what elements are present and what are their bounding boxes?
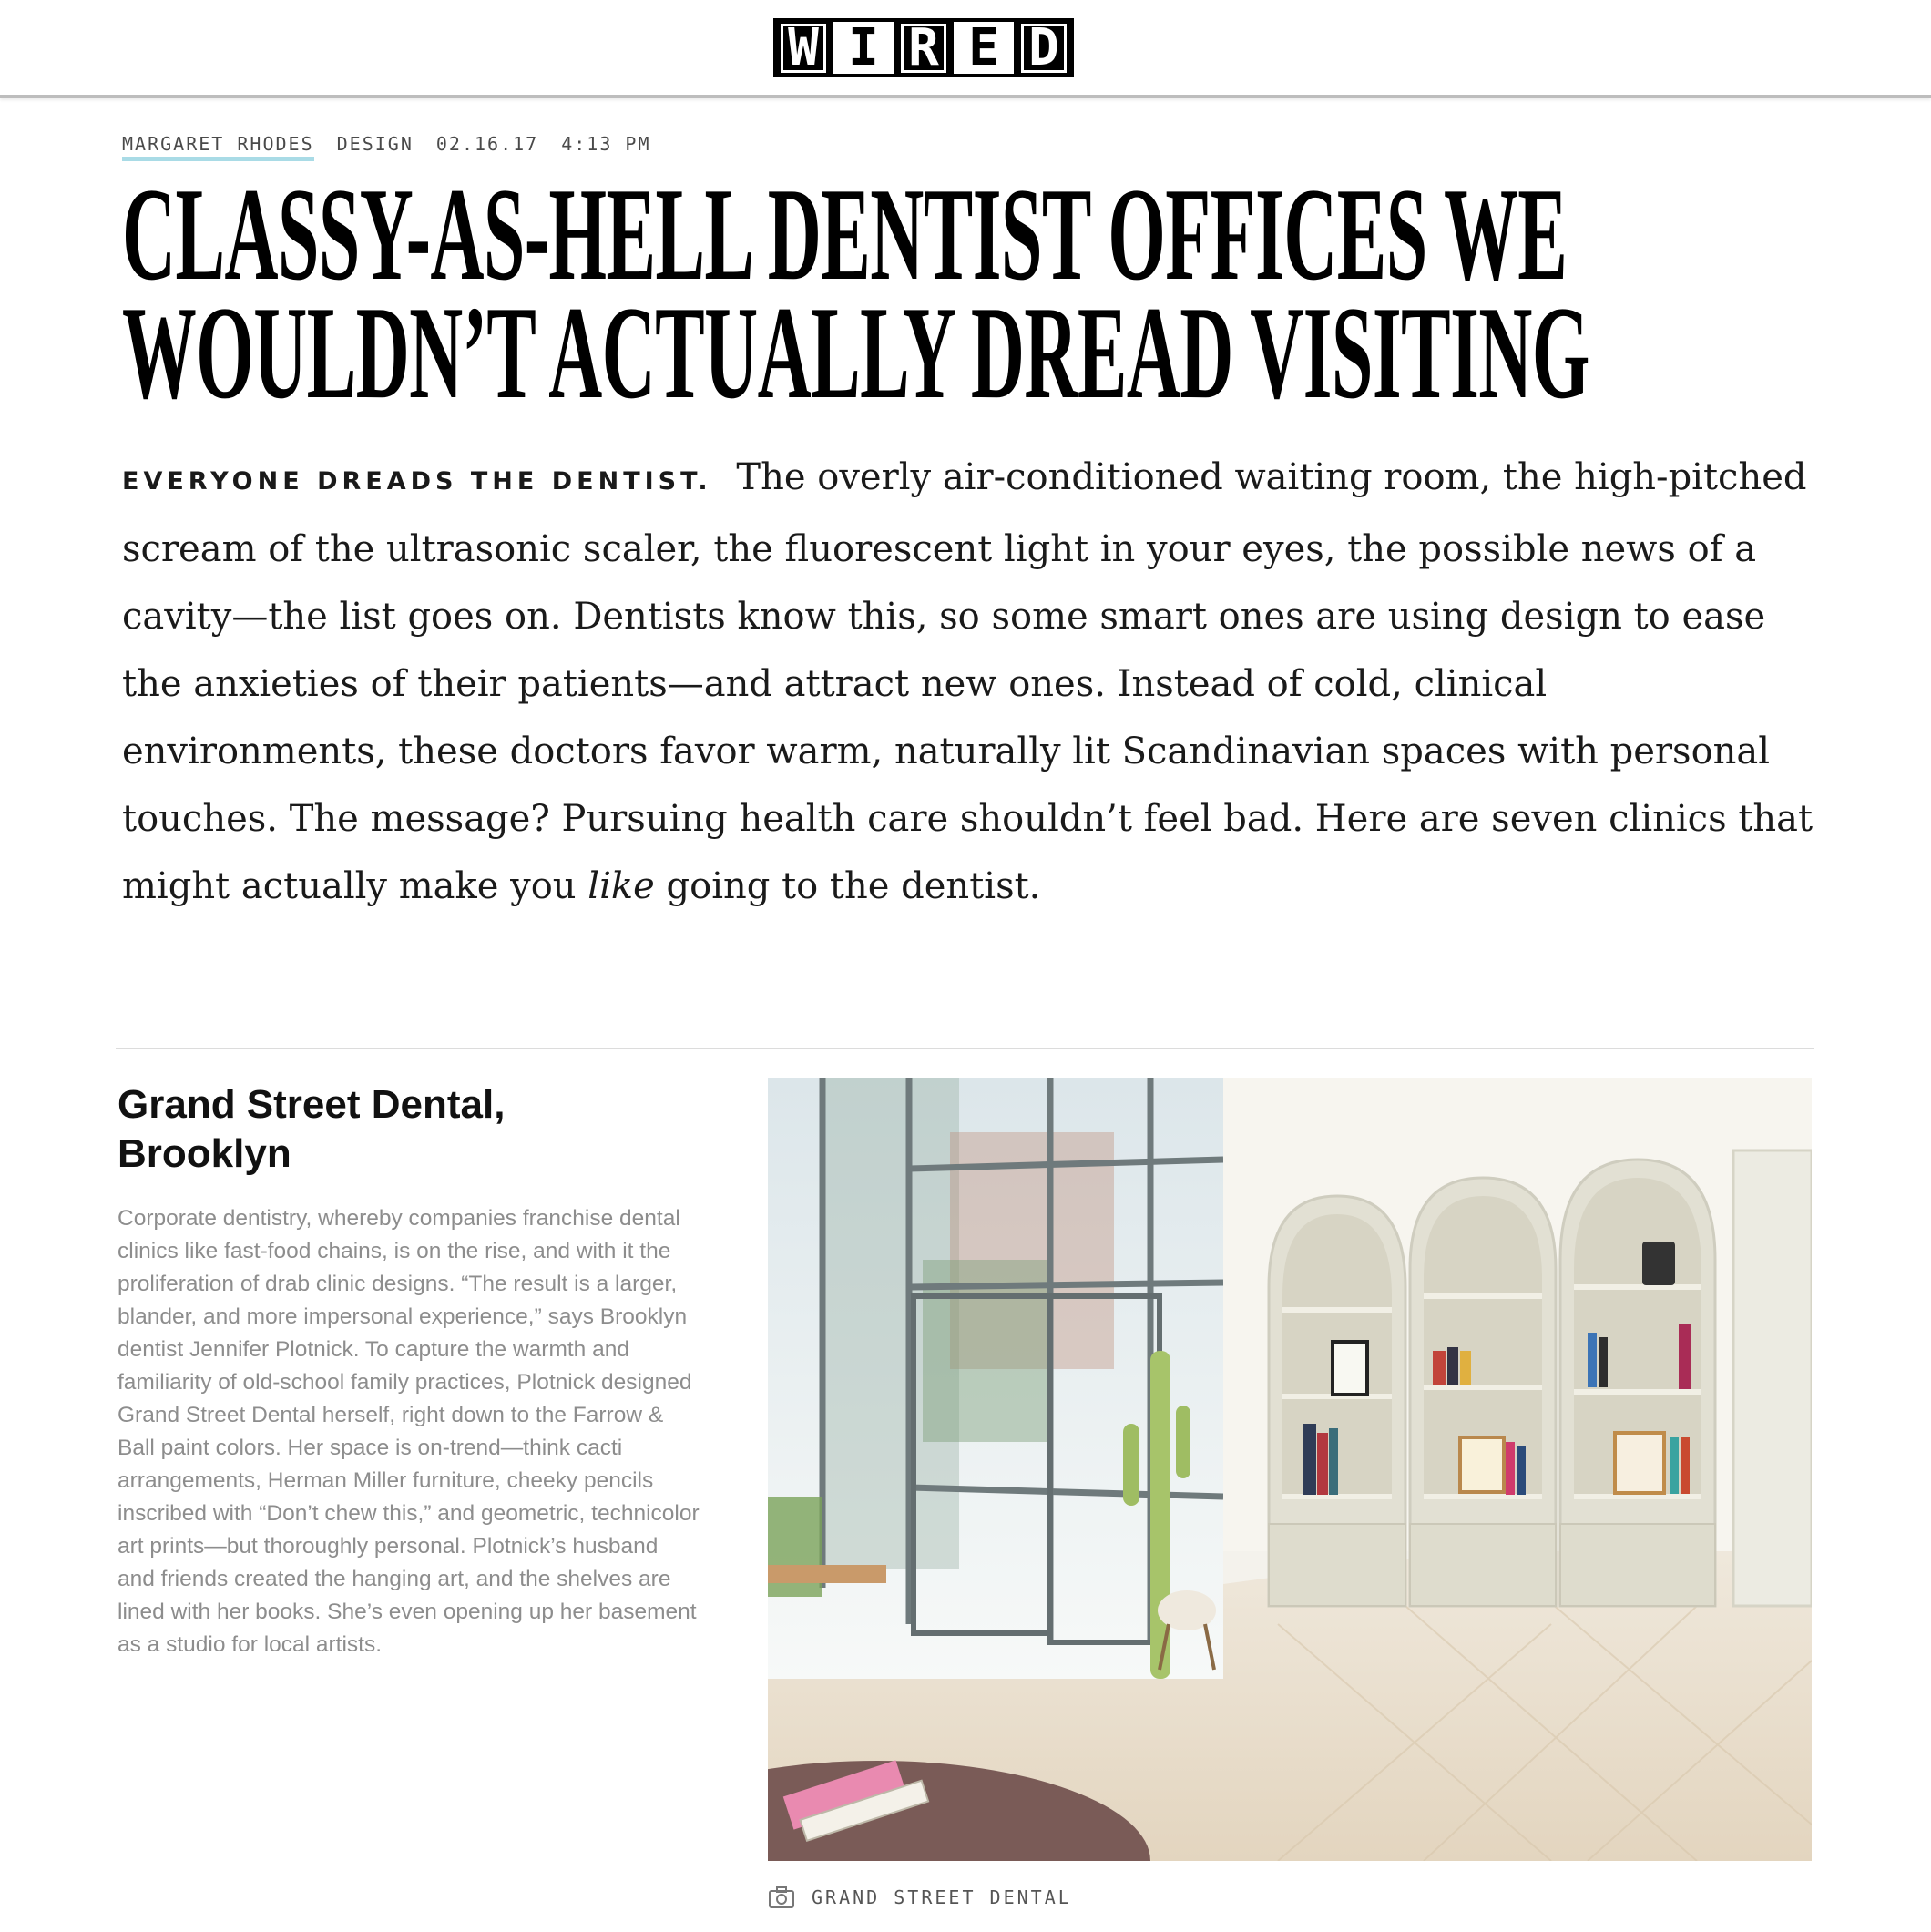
clinic-title [117, 1080, 628, 1179]
headline-line-2: WOULDN’T ACTUALLY DREAD VISITING [122, 279, 1589, 426]
clinic-title-line-2: Brooklyn [117, 1131, 291, 1176]
logo-letter-r: R [894, 18, 954, 77]
article-intro [122, 444, 1816, 920]
intro-text-1: The overly air-conditioned waiting room, the high-pitched scream of the ultrasonic scaler, the fluorescent light in your eyes, the possible news of a cavity—the list goes on. Dentists know this, so some smart ones are using design to ease the anxieties of their patients—and attract new ones. Instead of cold, clinical environments, these doctors favor warm, naturally lit Scandinavian spaces with personal touches. The message? Pursuing health care shouldn’t feel bad. Here are seven clinics that might actually make you [122, 456, 1814, 907]
publish-time: 4:13 PM [561, 133, 651, 155]
camera-icon [768, 1886, 795, 1909]
intro-italic: like [587, 865, 655, 907]
clinic-photo-illustration [768, 1078, 1812, 1861]
clinic-title-line-1: Grand Street Dental, [117, 1082, 506, 1127]
logo-letter-e: E [954, 18, 1014, 77]
site-header [0, 0, 1931, 98]
intro-lead: EVERYONE DREADS THE DENTIST. [122, 467, 712, 496]
section-divider [116, 1048, 1814, 1049]
wired-logo[interactable] [773, 18, 1074, 77]
logo-letter-d: D [1014, 18, 1074, 77]
clinic-photo[interactable] [768, 1078, 1812, 1861]
logo-letter-i: I [833, 18, 894, 77]
logo-letter-w: W [773, 18, 833, 77]
clinic-description: Corporate dentistry, whereby companies franchise dental clinics like fast-food chains, is on the rise, and with it the proliferation of drab clinic designs. “The result is a larger, blander, and more impersonal experience,” says Brooklyn dentist Jennifer Plotnick. To capture the warmth and familiarity of old-school family practices, Plotnick designed Grand Street Dental herself, right down to the Farrow & Ball paint colors. Her space is on-trend—think cacti arrangements, Herman Miller furniture, cheeky pencils inscribed with “Don’t chew this,” and geometric, technicolor art prints—but thoroughly personal. Plotnick’s husband and friends created the hanging art, and the shelves are lined with her books. She’s even opening up her basement as a studio for local artists. [117, 1206, 700, 1657]
intro-text-2: going to the dentist. [666, 865, 1041, 907]
section-link[interactable]: DESIGN [336, 133, 414, 155]
photo-caption-text: GRAND STREET DENTAL [812, 1886, 1072, 1908]
article-headline [122, 160, 1589, 426]
article-byline [122, 133, 651, 161]
author-link[interactable]: MARGARET RHODES [122, 133, 314, 161]
headline-line-1: CLASSY-AS-HELL DENTIST OFFICES WE [122, 160, 1568, 308]
publish-date: 02.16.17 [435, 133, 539, 155]
photo-caption [768, 1886, 1072, 1909]
